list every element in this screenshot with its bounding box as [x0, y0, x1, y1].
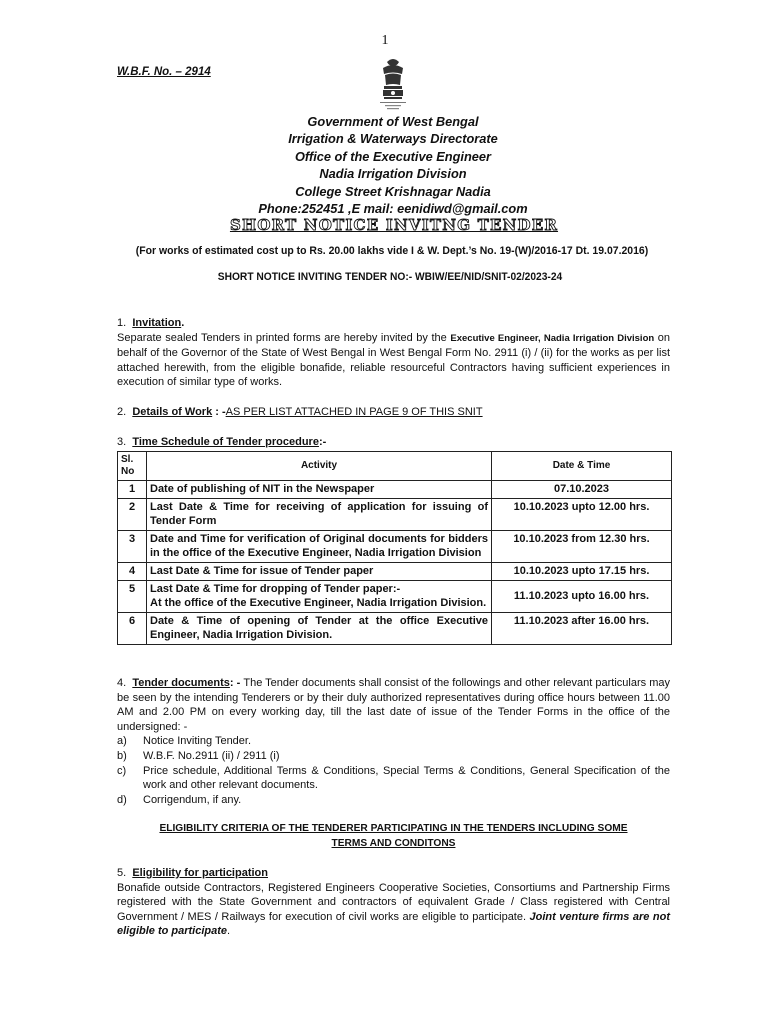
- table-row: [118, 498, 672, 530]
- eligibility-text-main: Bonafide outside Contractors, Registered Engineers Cooperative Societies, Consortiums and Partnership Firms registered with the State Government and contractors of equivalent Grade / Class registered with Central Government / MES / Railways for execution of civil works are eligible to participate.: [117, 881, 670, 923]
- eligibility-heading-line2: TERMS AND CONDITONS: [331, 837, 456, 849]
- invitation-text-b: on behalf of the Governor of the State of West Bengal in West Bengal Form No. 2911 (i) / (ii) for the works as per list attached herewith, from the eligible bonafide, reliable resourceful Contractors having sufficient experiences in execution of similar type of works.: [117, 331, 671, 389]
- heading-punct: :-: [318, 436, 327, 448]
- col-header-sl: Sl. No: [118, 452, 147, 481]
- col-header-activity: Activity: [147, 452, 492, 481]
- section-time-schedule: [117, 435, 670, 450]
- heading-sep: : -: [229, 677, 244, 689]
- row-activity: Date & Time of opening of Tender at the office Executive Engineer, Nadia Irrigation Division.: [147, 612, 492, 644]
- list-item: [117, 734, 670, 749]
- row-sl: 4: [118, 562, 147, 580]
- row-date: 07.10.2023: [492, 481, 672, 499]
- table-row: [118, 530, 672, 562]
- row-activity: [147, 580, 492, 612]
- header-directorate: Irrigation & Waterways Directorate: [288, 131, 498, 147]
- header-address: College Street Krishnagar Nadia: [295, 183, 491, 199]
- table-header-row: [118, 452, 672, 481]
- section-number: 2.: [117, 406, 127, 418]
- row-activity: Last Date & Time for receiving of application for issuing of Tender Form: [147, 498, 492, 530]
- table-row: [118, 580, 672, 612]
- invitation-authority: Executive Engineer, Nadia Irrigation Division: [450, 332, 655, 344]
- wbf-number: W.B.F. No. – 2914: [117, 66, 211, 78]
- list-text: Notice Inviting Tender.: [143, 735, 252, 748]
- table-row: [118, 562, 672, 580]
- section-heading: Details of Work: [132, 406, 213, 418]
- eligibility-jv-note: Joint venture firms are not eligible to participate: [117, 910, 670, 938]
- row-activity-line2: At the office of the Executive Engineer, Nadia Irrigation Division.: [150, 597, 487, 610]
- national-emblem-icon: [375, 58, 411, 116]
- section-number: 3.: [117, 436, 127, 448]
- header-division: Nadia Irrigation Division: [319, 166, 467, 182]
- list-text: W.B.F. No.2911 (ii) / 2911 (i): [143, 749, 280, 762]
- row-activity: Date of publishing of NIT in the Newspaper: [147, 481, 492, 499]
- invitation-text-a: Separate sealed Tenders in printed forms are hereby invited by the: [117, 331, 451, 344]
- list-item: [117, 764, 670, 793]
- col-header-date: Date & Time: [492, 452, 672, 481]
- row-activity: Date and Time for verification of Original documents for bidders in the office of the Executive Engineer, Nadia Irrigation Division: [147, 530, 492, 562]
- section-number: 5.: [117, 867, 127, 879]
- eligibility-text: [117, 881, 670, 939]
- office-header: [0, 113, 770, 217]
- list-item: [117, 793, 670, 808]
- row-date: 11.10.2023 after 16.00 hrs.: [492, 612, 672, 644]
- eligibility-text-end: .: [227, 925, 231, 938]
- list-text: Corrigendum, if any.: [143, 793, 242, 806]
- row-sl: 3: [118, 530, 147, 562]
- row-date: 11.10.2023 upto 16.00 hrs.: [492, 580, 672, 612]
- document-title: SHORT NOTICE INVITNG TENDER: [229, 216, 559, 234]
- page-number: 1: [381, 33, 389, 48]
- row-activity-line1: Last Date & Time for dropping of Tender paper:-: [150, 582, 401, 595]
- eligibility-heading-line1: ELIGIBILITY CRITERIA OF THE TENDERER PARTICIPATING IN THE TENDERS INCLUDING SOME: [159, 823, 628, 834]
- table-row: [118, 481, 672, 499]
- row-date: 10.10.2023 from 12.30 hrs.: [492, 530, 672, 562]
- row-date: 10.10.2023 upto 12.00 hrs.: [492, 498, 672, 530]
- header-contact: Phone:252451 ,E mail: eenidiwd@gmail.com: [258, 201, 528, 217]
- section-heading: Time Schedule of Tender procedure: [132, 436, 319, 448]
- details-of-work-text: AS PER LIST ATTACHED IN PAGE 9 OF THIS SNIT: [225, 406, 483, 418]
- row-sl: 2: [118, 498, 147, 530]
- tender-documents-text: The Tender documents shall consist of the followings and other relevant particulars may be seen by the intending Tenderers or by their duly authorized representatives during office hours between 11.00 AM and 2.00 PM on every working day, till the last date of issue of the Tender Forms in the office of the undersigned: -: [117, 677, 670, 733]
- cost-note: (For works of estimated cost up to Rs. 20.00 lakhs vide I & W. Dept.’s No. 19-(W)/2016-17 Dt. 19.07.2016): [135, 245, 649, 257]
- list-label: d): [117, 793, 127, 806]
- invitation-text: [117, 331, 670, 390]
- section-heading: Invitation: [132, 317, 182, 329]
- heading-punct: .: [181, 317, 185, 329]
- table-row: [118, 612, 672, 644]
- header-office: Office of the Executive Engineer: [294, 148, 492, 164]
- list-text: Price schedule, Additional Terms & Conditions, Special Terms & Conditions, General Specification of the work and other relevant documents.: [143, 764, 670, 792]
- list-label: b): [117, 749, 127, 762]
- row-activity: Last Date & Time for issue of Tender paper: [147, 562, 492, 580]
- section-invitation: [117, 316, 670, 390]
- row-sl: 1: [118, 481, 147, 499]
- row-date: 10.10.2023 upto 17.15 hrs.: [492, 562, 672, 580]
- snit-number: SHORT NOTICE INVITING TENDER NO:- WBIW/EE/NID/SNIT-02/2023-24: [217, 271, 563, 283]
- section-heading: Eligibility for participation: [132, 867, 268, 879]
- row-sl: 6: [118, 612, 147, 644]
- section-number: 1.: [117, 317, 127, 329]
- section-details-of-work: [117, 405, 670, 420]
- list-label: a): [117, 735, 127, 748]
- row-sl: 5: [118, 580, 147, 612]
- header-government: Government of West Bengal: [307, 114, 479, 129]
- eligibility-heading: [117, 822, 670, 851]
- list-item: [117, 749, 670, 764]
- heading-sep: : -: [212, 406, 226, 418]
- section-number: 4.: [117, 677, 127, 689]
- schedule-table: [117, 451, 672, 645]
- list-label: c): [117, 764, 127, 777]
- section-eligibility: [117, 866, 670, 939]
- section-heading: Tender documents: [132, 677, 230, 689]
- section-tender-documents: [117, 676, 670, 807]
